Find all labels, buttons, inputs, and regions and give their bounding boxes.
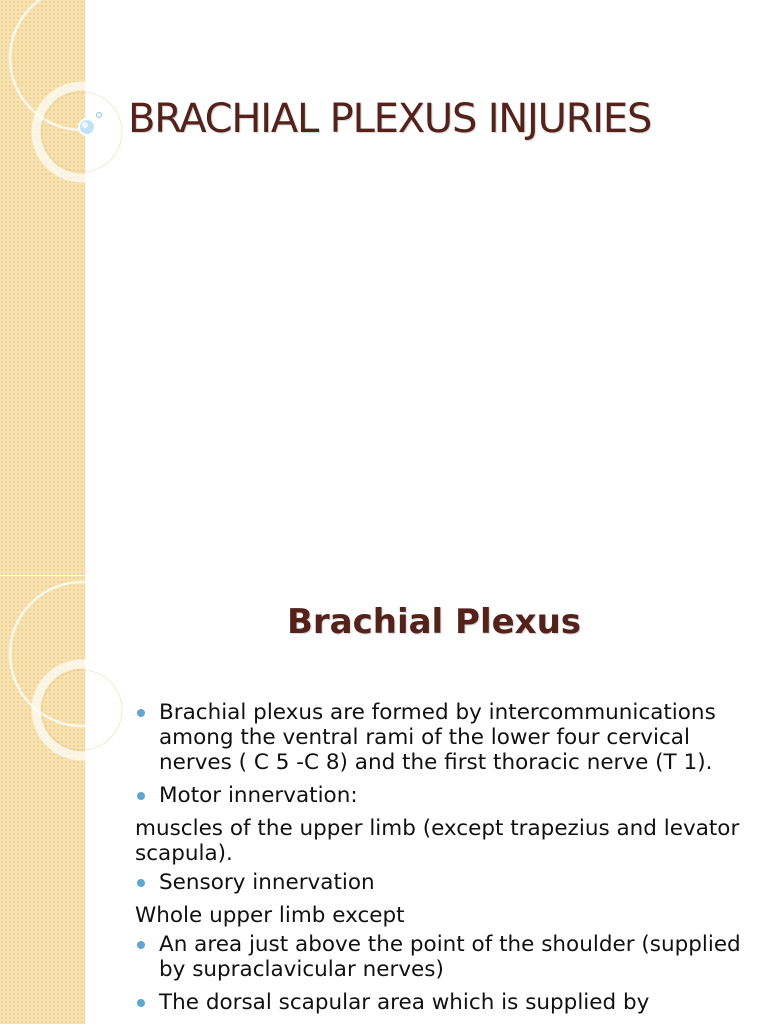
bullet-text: Brachial plexus are formed by intercommunications among the ventral rami of the lower four cervical nerves ( C 5 -C 8) and the first thoracic nerve (T 1). xyxy=(159,700,716,775)
body-text: muscles of the upper limb (except trapezius and levator scapula). xyxy=(135,816,740,866)
body-text: Whole upper limb except xyxy=(135,903,405,928)
content-slide xyxy=(0,576,768,1024)
bullet-item xyxy=(135,870,750,895)
bullet-dot-icon xyxy=(137,941,145,949)
bullet-text: Sensory innervation xyxy=(159,870,375,895)
slide-content xyxy=(135,700,750,1023)
bullet-dot-icon xyxy=(137,792,145,800)
slide-title: Brachial Plexus xyxy=(286,602,582,642)
slide-title: BRACHIAL PLEXUS INJURIES xyxy=(128,96,652,142)
bullet-text: Motor innervation: xyxy=(159,783,358,808)
bullet-dot-icon xyxy=(137,879,145,887)
decorative-circles xyxy=(0,0,130,240)
bullet-item xyxy=(135,990,750,1015)
bullet-item xyxy=(135,700,750,775)
bullet-dot-icon xyxy=(137,999,145,1007)
bullet-item xyxy=(135,932,750,982)
bullet-text: An area just above the point of the shoulder (supplied by supraclavicular nerves) xyxy=(159,932,741,982)
bullet-dot-icon xyxy=(137,709,145,717)
bullet-item xyxy=(135,783,750,808)
bullet-text: The dorsal scapular area which is supplied by xyxy=(159,990,650,1015)
